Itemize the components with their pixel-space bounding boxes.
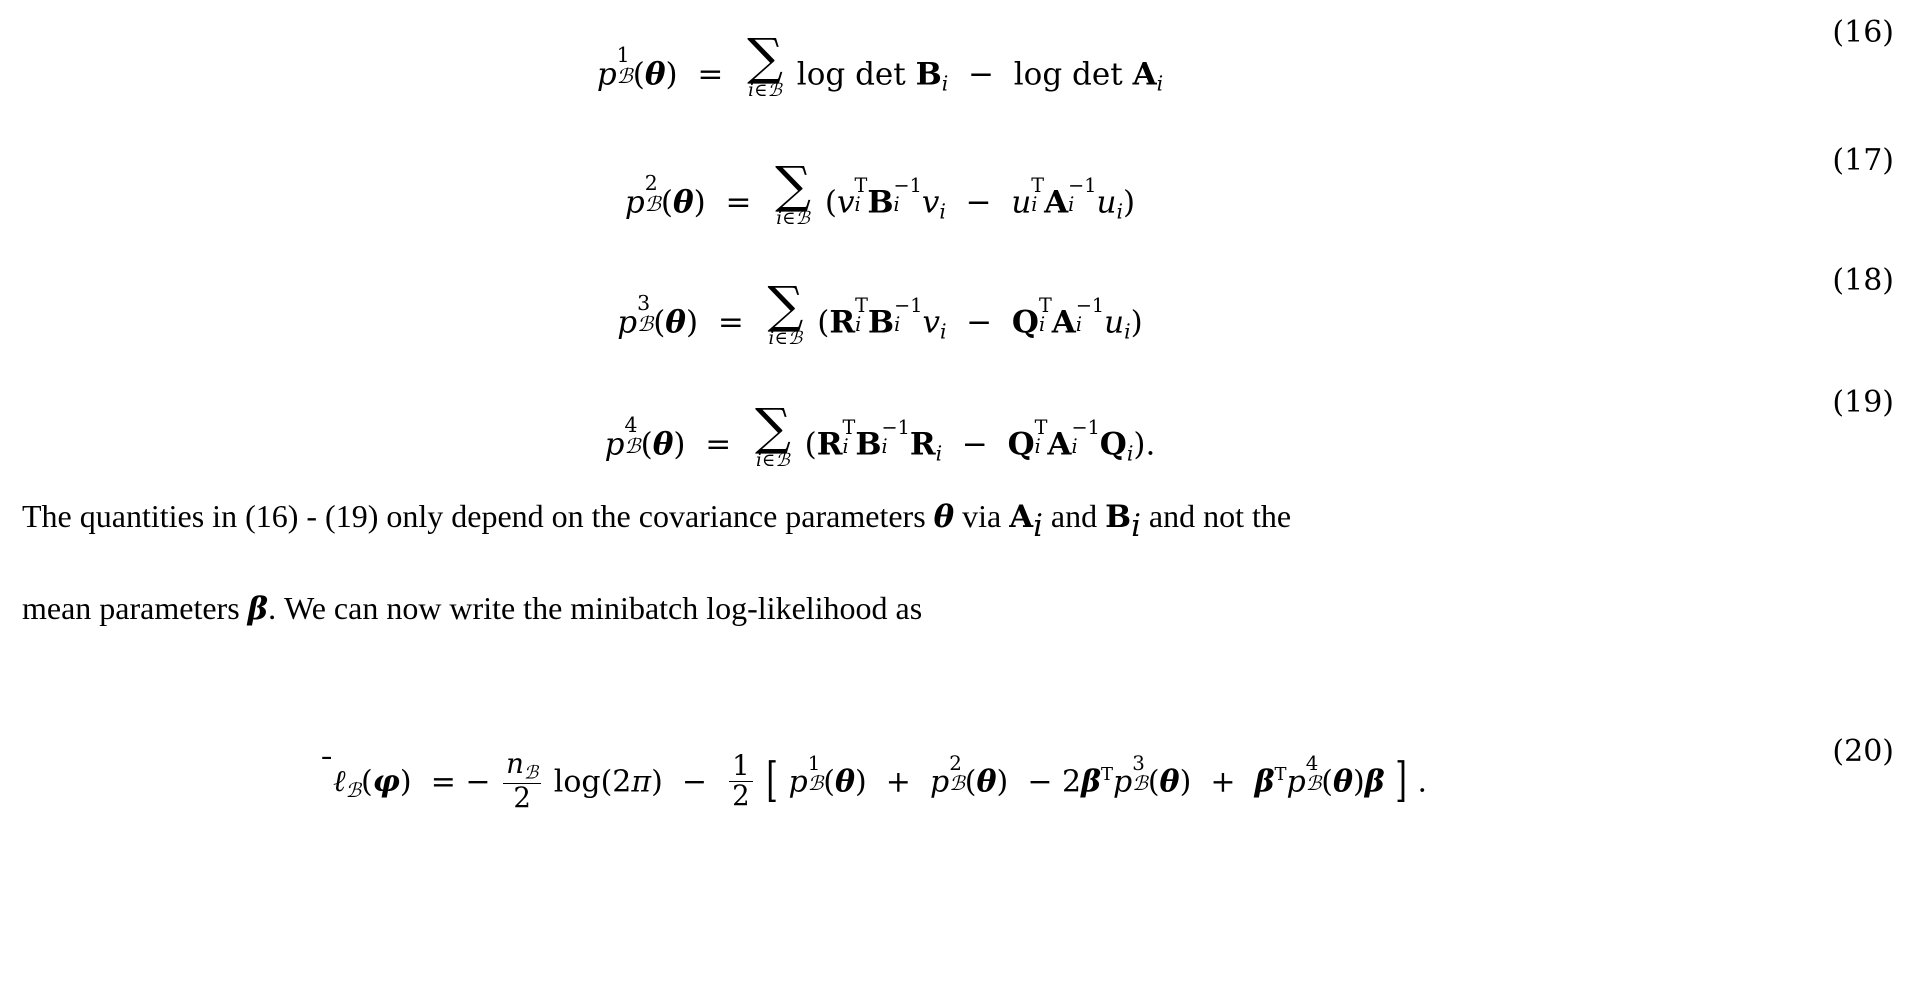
equation-16-tag: (16) (1832, 15, 1894, 50)
symbol-beta: β (247, 591, 269, 627)
equation-20-tag: (20) (1832, 734, 1894, 769)
paragraph-text-6: . We can now write the minibatch log-likelihood as (268, 590, 923, 626)
equation-18-body: p 3 ℬ (θ) = ∑ i∈ℬ (R T i B −1 i $v_i - Q$ T i A −1 i $u_i$) (617, 275, 1143, 350)
paragraph-text-4: and not the (1140, 498, 1292, 534)
paragraph-line-2 (22, 592, 1900, 626)
fraction-n-over-2: $\frac{n_ℬ}{2}$ (503, 750, 541, 813)
paragraph-line-1 (22, 498, 1900, 545)
symbol-matrix-B: B (1105, 499, 1132, 535)
equation-19-body: p 4 ℬ (θ) = ∑ i∈ℬ (R T i B −1 i $R_i - Q$ T i A −1 i $Q_i$). (604, 397, 1156, 472)
summation-operator: ∑ i∈ℬ (747, 27, 783, 102)
symbol-matrix-A-sub: i (1033, 508, 1043, 545)
summation-operator: ∑ i∈ℬ (754, 397, 791, 472)
equation-19-tag: (19) (1832, 385, 1894, 420)
summation-operator: ∑ i∈ℬ (775, 155, 812, 230)
paragraph-text-3: and (1042, 498, 1106, 534)
fraction-one-half: $\frac{1}{2}$ (729, 752, 753, 811)
summation-operator: ∑ i∈ℬ (767, 275, 804, 350)
equation-20-body: ℓ $_ℬ$(φ) = − $\frac{n_ℬ}{2}$ log(2π) − $\frac{1}{2}$ [ p 1 ℬ (θ) + p 2 ℬ $(\theta) - 2\beta^Tp$ 3 ℬ $(\theta) + \beta^Tp$ 4 ℬ (θ)β ] . (332, 747, 1428, 814)
paragraph-text-5: mean parameters (22, 590, 248, 626)
paragraph-text-1: The quantities in (16) - (19) only depend on the covariance parameters (22, 498, 934, 534)
equation-17-body: p 2 ℬ (θ) = ∑ i∈ℬ (v T i B −1 i $v_i - u$ T i A −1 i $u_i$) (624, 155, 1136, 230)
equation-18-tag: (18) (1832, 263, 1894, 298)
symbol-matrix-A: A (1009, 499, 1034, 535)
equation-17-tag: (17) (1832, 143, 1894, 178)
equation-16-body: p 1 ℬ (θ) = ∑ i∈ℬ $\log \det B_i - \log \det A_i$ (596, 27, 1164, 102)
symbol-theta: θ (933, 499, 955, 535)
symbol-matrix-B-sub: i (1131, 508, 1141, 545)
paragraph-text-2: via (954, 498, 1010, 534)
